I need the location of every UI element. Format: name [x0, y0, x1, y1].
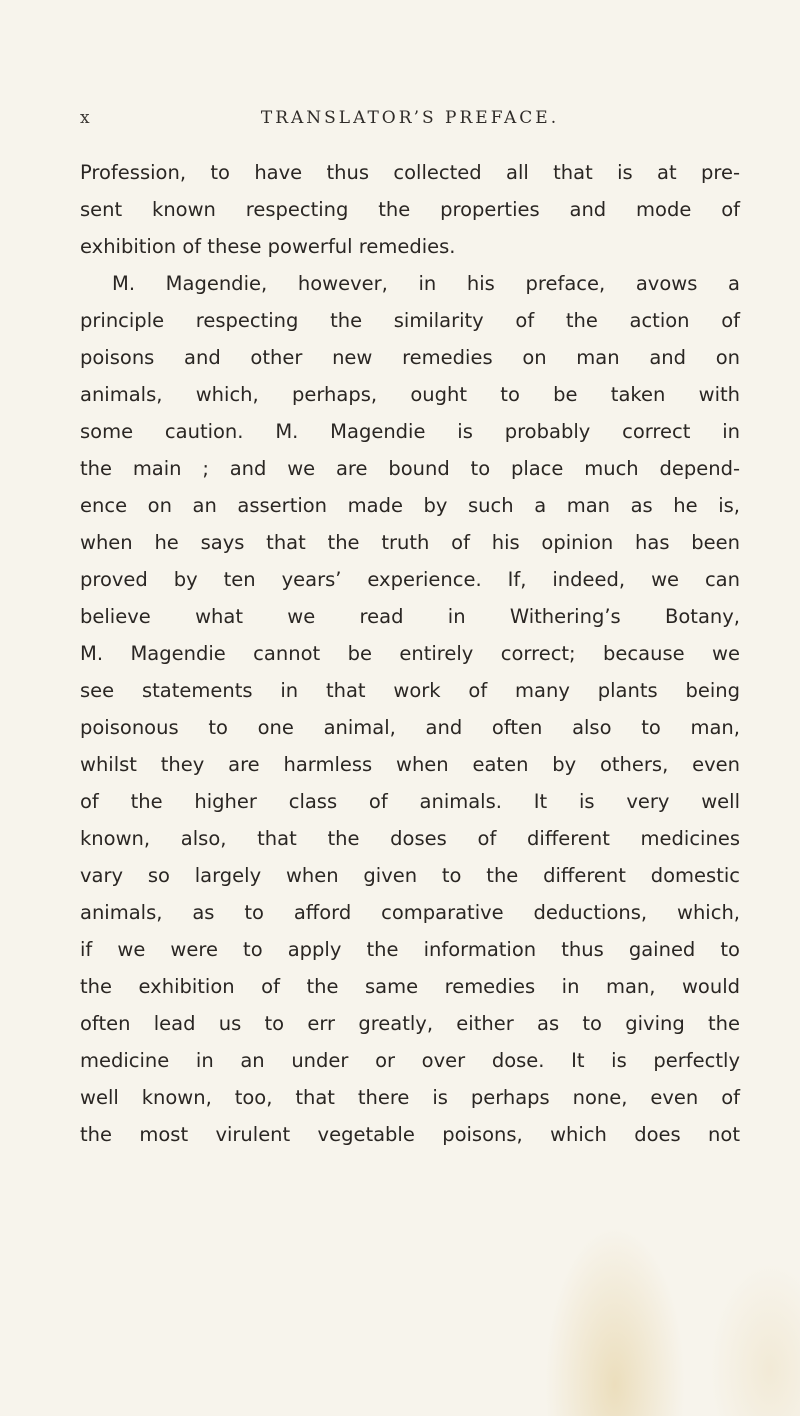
page-header: [80, 108, 740, 138]
text-line: M. Magendie cannot be entirely correct; because we: [80, 642, 740, 665]
text-line: when he says that the truth of his opinion has been: [80, 531, 740, 554]
text-line: poisonous to one animal, and often also to man,: [80, 716, 740, 739]
text-line: known, also, that the doses of different medicines: [80, 827, 740, 850]
text-line: poisons and other new remedies on man and on: [80, 346, 740, 369]
text-line: proved by ten years’ experience. If, indeed, we can: [80, 568, 740, 591]
text-line: principle respecting the similarity of the action of: [80, 309, 740, 332]
text-line: whilst they are harmless when eaten by others, even: [80, 753, 740, 776]
text-line: animals, which, perhaps, ought to be taken with: [80, 383, 740, 406]
text-line: Profession, to have thus collected all that is at pre-: [80, 161, 740, 184]
text-line: M. Magendie, however, in his preface, avows a: [112, 272, 740, 295]
text-line: the main ; and we are bound to place much depend-: [80, 457, 740, 480]
text-line: the exhibition of the same remedies in man, would: [80, 975, 740, 998]
text-line: ence on an assertion made by such a man as he is,: [80, 494, 740, 517]
text-line: animals, as to afford comparative deductions, which,: [80, 901, 740, 924]
text-line: sent known respecting the properties and mode of: [80, 198, 740, 221]
text-line: often lead us to err greatly, either as to giving the: [80, 1012, 740, 1035]
text-line: exhibition of these powerful remedies.: [80, 235, 456, 258]
text-line: some caution. M. Magendie is probably correct in: [80, 420, 740, 443]
text-line: of the higher class of animals. It is very well: [80, 790, 740, 813]
running-head: TRANSLATOR’S PREFACE.: [260, 108, 560, 128]
text-line: see statements in that work of many plants being: [80, 679, 740, 702]
text-line: believe what we read in Withering’s Botany,: [80, 605, 740, 628]
text-line: vary so largely when given to the different domestic: [80, 864, 740, 887]
page-number: x: [80, 108, 91, 128]
text-line: well known, too, that there is perhaps none, even of: [80, 1086, 740, 1109]
text-line: the most virulent vegetable poisons, which does not: [80, 1123, 740, 1146]
text-line: if we were to apply the information thus gained to: [80, 938, 740, 961]
text-line: medicine in an under or over dose. It is perfectly: [80, 1049, 740, 1072]
body-text: [80, 154, 740, 1153]
